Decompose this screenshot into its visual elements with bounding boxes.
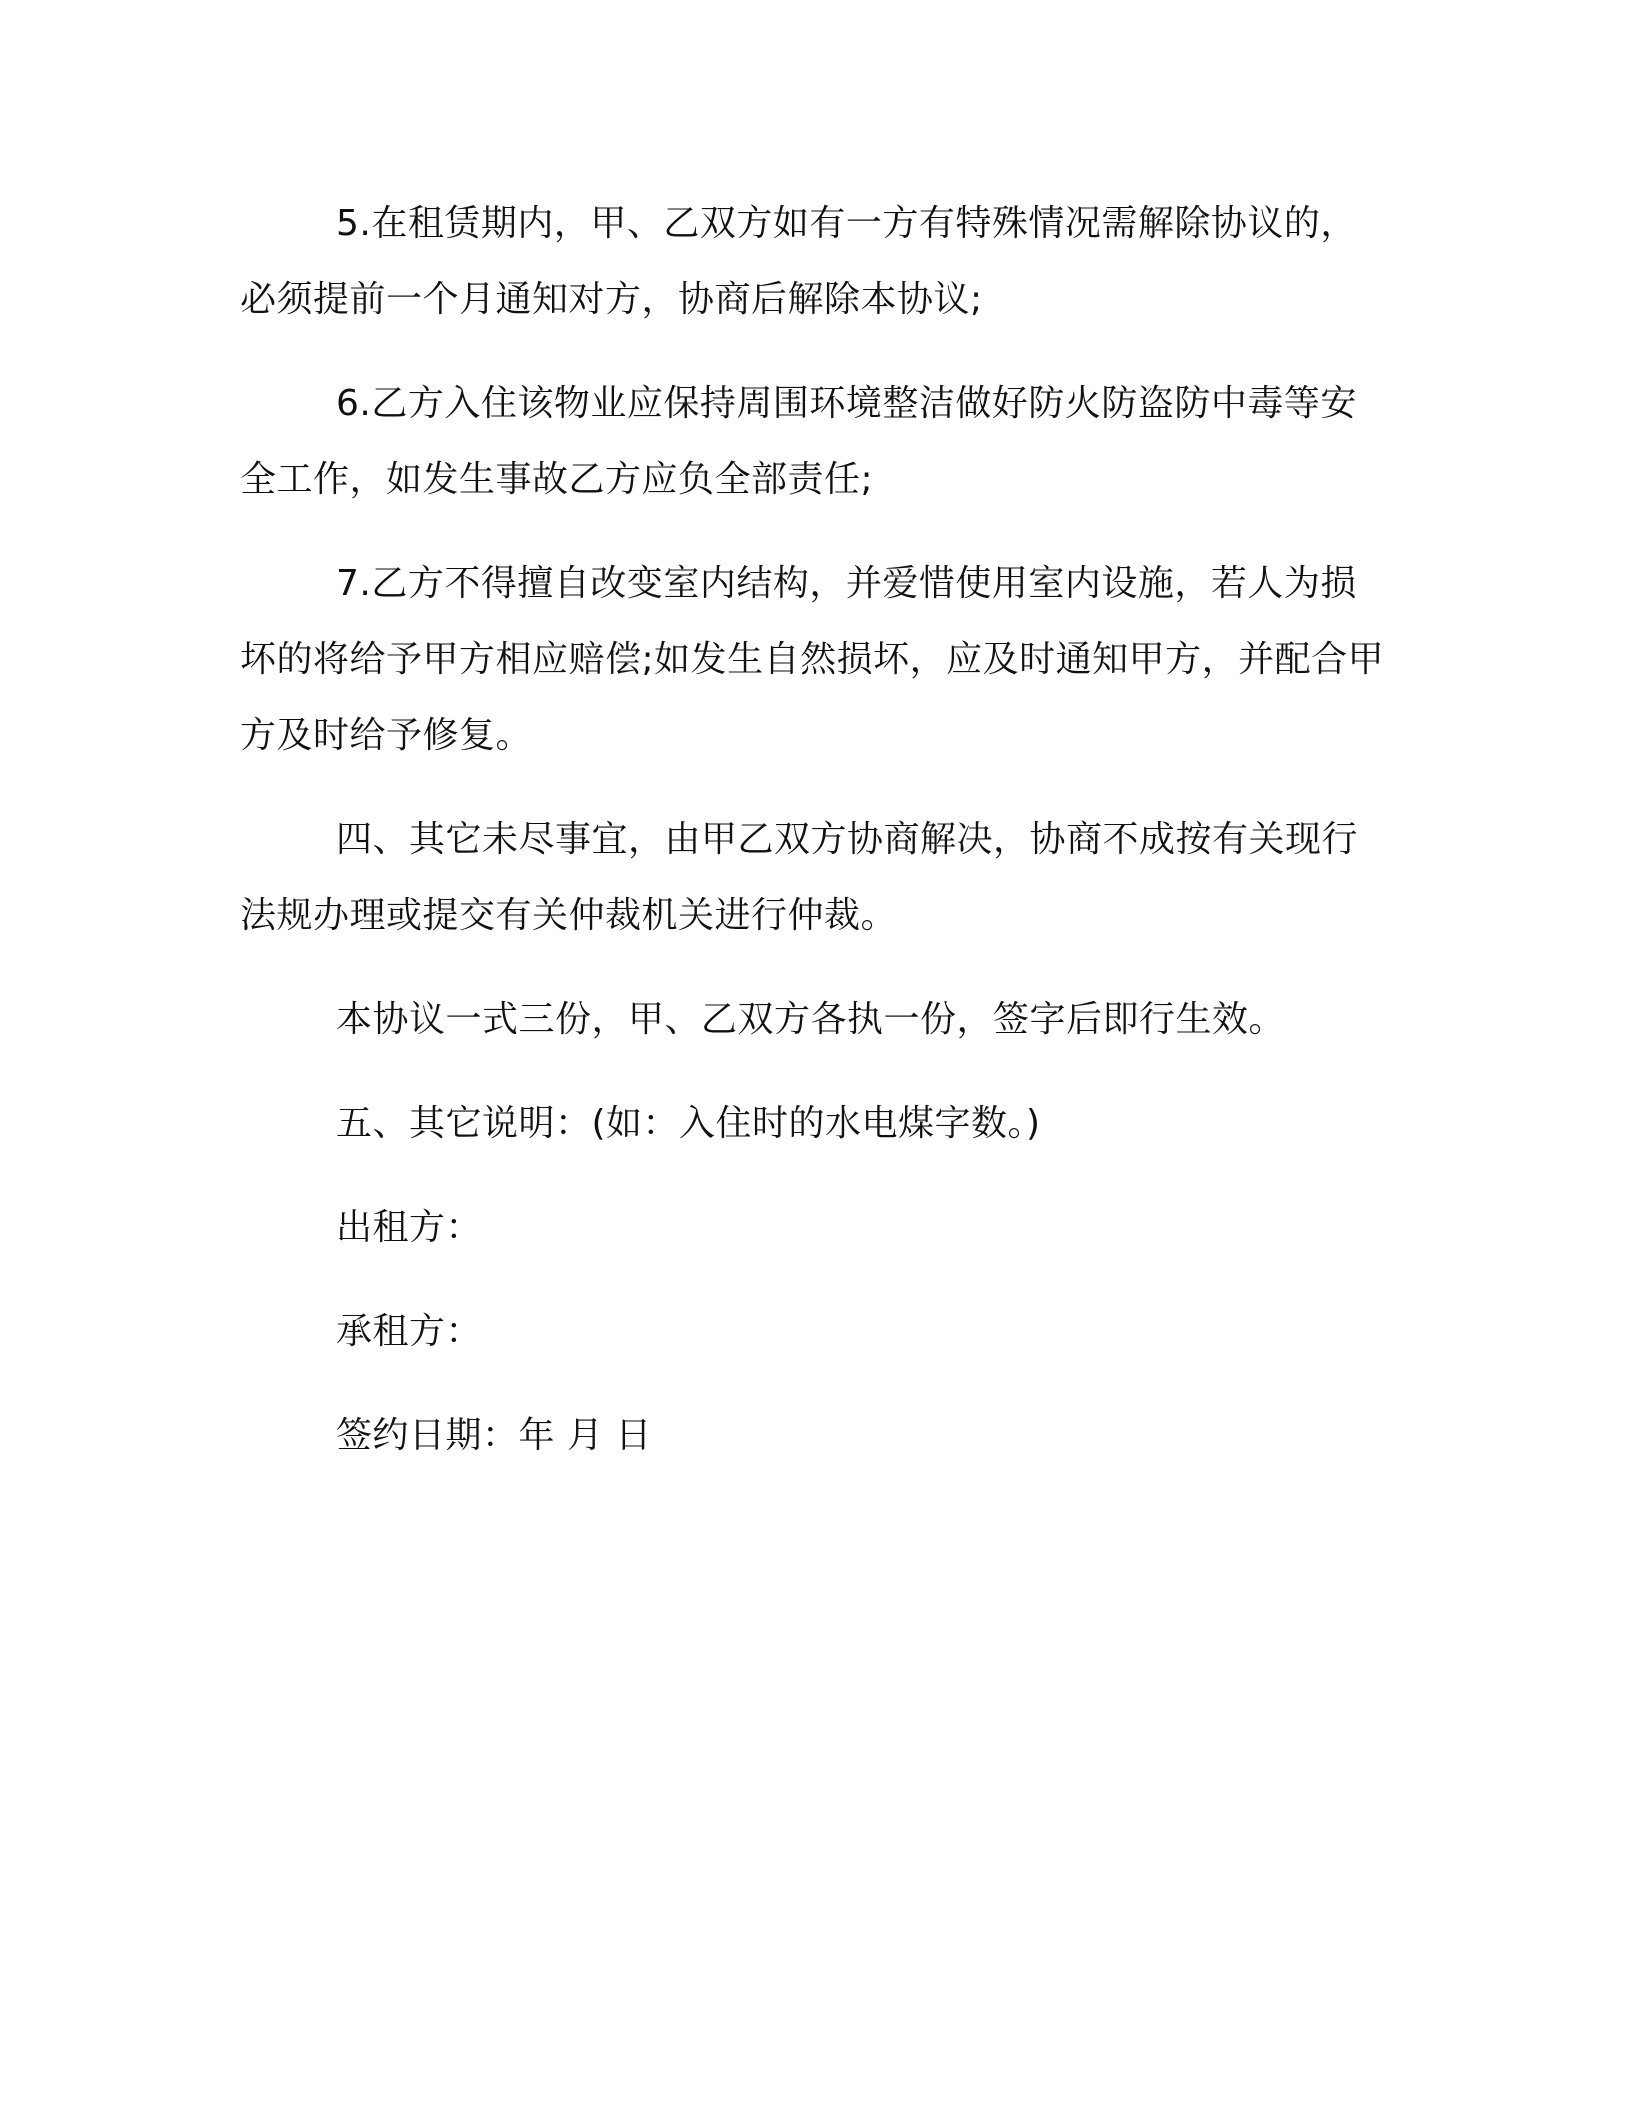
signing-date: 签约日期：年 月 日 <box>336 1415 652 1456</box>
clause-6: 6.乙方入住该物业应保持周围环境整洁做好防火防盗防中毒等安全工作，如发生事故乙方应负全部责任; <box>240 383 1357 500</box>
section-5-notes: 五、其它说明：(如：入住时的水电煤字数。) <box>336 1103 1041 1144</box>
lessee-signature: 承租方： <box>336 1311 483 1352</box>
lessor-signature: 出租方： <box>336 1207 483 1248</box>
clause-7: 7.乙方不得擅自改变室内结构，并爱惜使用室内设施，若人为损坏的将给予甲方相应赔偿;如发生自然损坏，应及时通知甲方，并配合甲方及时给予修复。 <box>240 563 1385 756</box>
section-4: 四、其它未尽事宜，由甲乙双方协商解决，协商不成按有关现行法规办理或提交有关仲裁机关进行仲裁。 <box>240 819 1359 936</box>
copies-statement: 本协议一式三份，甲、乙双方各执一份，签字后即行生效。 <box>336 999 1286 1040</box>
clause-5: 5.在租赁期内，甲、乙双方如有一方有特殊情况需解除协议的，必须提前一个月通知对方，协商后解除本协议; <box>240 203 1357 320</box>
document-body <box>240 186 1386 1474</box>
